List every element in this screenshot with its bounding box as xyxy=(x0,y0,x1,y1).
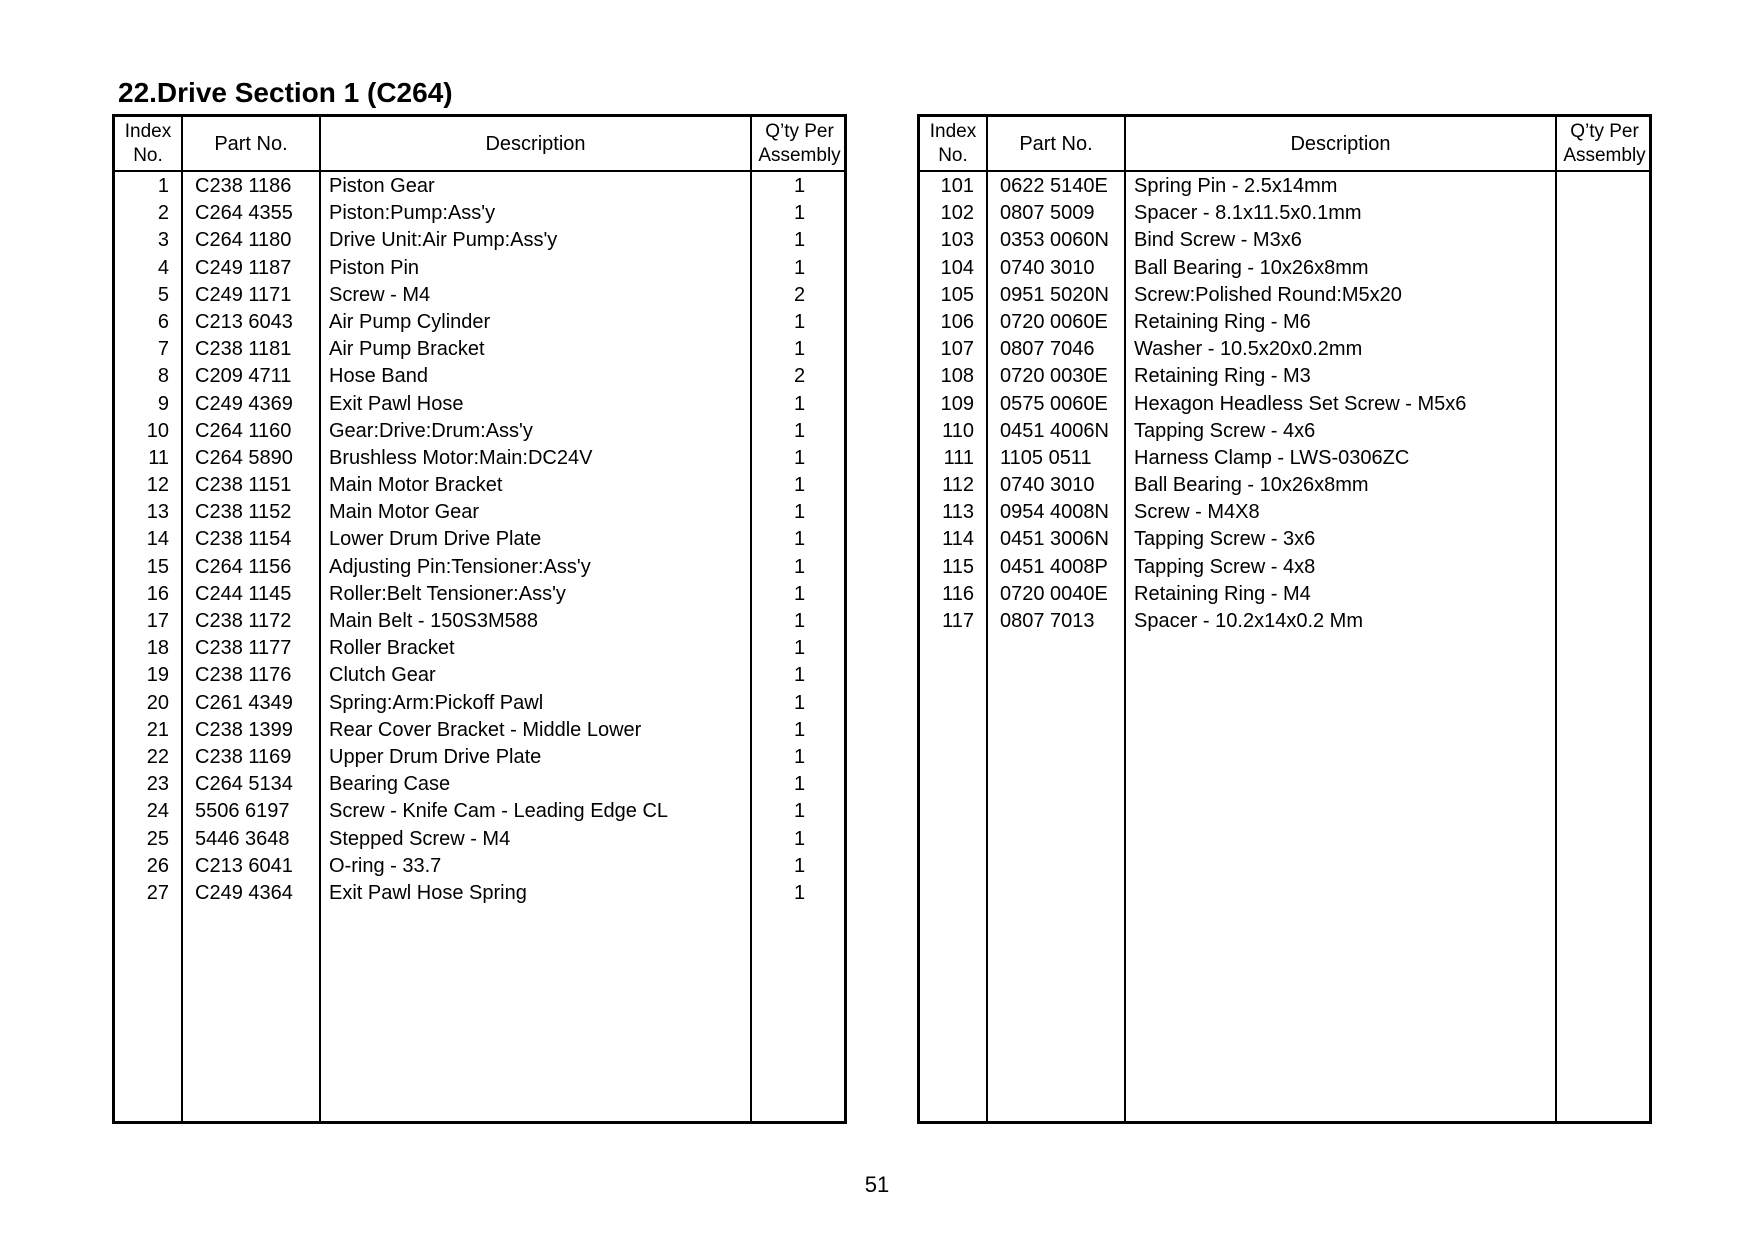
description-header-label: Description xyxy=(1290,132,1391,155)
part-no-cell: 0451 4006N xyxy=(1000,419,1109,442)
description-cell: Tapping Screw - 4x8 xyxy=(1134,555,1316,578)
part-no-cell: 0740 3010 xyxy=(1000,256,1095,279)
part-no-cell: C249 4369 xyxy=(195,392,293,415)
description-cell: Gear:Drive:Drum:Ass'y xyxy=(329,419,533,442)
table-row xyxy=(115,255,844,282)
description-cell: Main Motor Gear xyxy=(329,501,480,524)
table-row xyxy=(115,826,844,853)
parts-rows-left xyxy=(115,173,844,907)
index-cell: 7 xyxy=(157,338,169,361)
description-cell: Retaining Ring - M3 xyxy=(1134,365,1311,388)
table-row xyxy=(115,282,844,309)
header-divider xyxy=(115,170,844,172)
index-cell: 20 xyxy=(146,691,169,714)
table-row xyxy=(920,200,1649,227)
qty-cell: 1 xyxy=(793,854,806,877)
description-cell: Hexagon Headless Set Screw - M5x6 xyxy=(1134,392,1467,415)
index-cell: 6 xyxy=(157,310,169,333)
part-no-cell: C264 4355 xyxy=(195,202,293,225)
header-divider xyxy=(920,170,1649,172)
index-cell: 116 xyxy=(942,582,974,605)
part-no-cell: C238 1399 xyxy=(195,718,293,741)
qty-cell: 1 xyxy=(793,827,806,850)
table-row xyxy=(115,363,844,390)
table-row xyxy=(920,282,1649,309)
qty-cell: 1 xyxy=(793,610,806,632)
index-cell: 15 xyxy=(146,555,169,578)
table-row xyxy=(920,255,1649,282)
description-cell: Upper Drum Drive Plate xyxy=(329,745,542,768)
qty-cell: 1 xyxy=(793,338,806,361)
index-cell: 21 xyxy=(146,718,169,741)
description-cell: Lower Drum Drive Plate xyxy=(329,528,542,551)
table-row xyxy=(115,581,844,608)
table-row xyxy=(115,744,844,771)
description-cell: Screw - M4 xyxy=(329,283,431,306)
index-cell: 107 xyxy=(940,338,974,361)
part-no-cell: 0720 0030E xyxy=(1000,365,1108,388)
part-no-cell: C209 4711 xyxy=(195,365,292,388)
index-cell: 111 xyxy=(943,446,974,469)
description-cell: Piston Pin xyxy=(329,256,420,279)
index-cell: 19 xyxy=(146,664,169,687)
index-cell: 109 xyxy=(940,392,974,415)
part-no-cell: C264 1180 xyxy=(195,229,292,252)
table-row xyxy=(920,445,1649,472)
part-no-cell: C238 1172 xyxy=(195,610,292,632)
index-cell: 8 xyxy=(157,365,169,388)
table-row xyxy=(920,309,1649,336)
qty-header-line1: Q’ty Per xyxy=(765,120,834,142)
description-cell: Harness Clamp - LWS-0306ZC xyxy=(1134,446,1410,469)
part-no-cell: 0807 5009 xyxy=(1000,202,1095,225)
index-cell: 25 xyxy=(146,827,169,850)
description-cell: Exit Pawl Hose Spring xyxy=(329,881,527,904)
qty-cell: 1 xyxy=(793,175,806,197)
part-no-cell: 0807 7013 xyxy=(1000,610,1095,632)
description-header xyxy=(1126,117,1555,170)
part-no-cell: 0951 5020N xyxy=(1000,283,1109,306)
description-cell: Rear Cover Bracket - Middle Lower xyxy=(329,718,642,741)
qty-cell: 1 xyxy=(793,474,806,497)
description-cell: Spring Pin - 2.5x14mm xyxy=(1134,175,1338,197)
part-no-cell: C238 1169 xyxy=(195,745,292,768)
description-cell: Piston:Pump:Ass'y xyxy=(329,202,496,225)
description-cell: Washer - 10.5x20x0.2mm xyxy=(1134,338,1363,361)
qty-cell: 1 xyxy=(793,392,806,415)
part-no-cell: C249 1171 xyxy=(195,283,292,306)
table-row xyxy=(115,554,844,581)
qty-cell: 1 xyxy=(793,691,806,714)
qty-cell: 1 xyxy=(793,555,806,578)
qty-cell: 1 xyxy=(793,800,806,823)
index-cell: 9 xyxy=(157,392,169,415)
index-cell: 18 xyxy=(146,637,169,660)
qty-cell: 1 xyxy=(793,881,806,904)
part-no-cell: 0353 0060N xyxy=(1000,229,1109,252)
part-no-cell: C249 4364 xyxy=(195,881,293,904)
qty-cell: 1 xyxy=(793,229,806,252)
description-cell: Adjusting Pin:Tensioner:Ass'y xyxy=(329,555,591,578)
table-row xyxy=(115,200,844,227)
table-row xyxy=(115,336,844,363)
part-no-cell: 1105 0511 xyxy=(1000,446,1092,469)
part-no-cell: 0954 4008N xyxy=(1000,501,1109,524)
description-cell: Retaining Ring - M4 xyxy=(1134,582,1311,605)
description-cell: Main Belt - 150S3M588 xyxy=(329,610,539,632)
table-row xyxy=(115,227,844,254)
index-cell: 24 xyxy=(146,800,169,823)
qty-cell: 1 xyxy=(793,446,806,469)
qty-header xyxy=(1557,117,1652,170)
qty-cell: 1 xyxy=(793,582,806,605)
part-no-cell: 0575 0060E xyxy=(1000,392,1108,415)
description-cell: Screw:Polished Round:M5x20 xyxy=(1134,283,1402,306)
description-cell: Exit Pawl Hose xyxy=(329,392,464,415)
part-no-header-label: Part No. xyxy=(214,132,288,155)
index-cell: 11 xyxy=(148,446,169,469)
table-row xyxy=(115,853,844,880)
description-header-label: Description xyxy=(485,132,586,155)
parts-rows-right xyxy=(920,173,1649,635)
index-cell: 16 xyxy=(146,582,169,605)
index-cell: 3 xyxy=(157,229,169,252)
description-cell: Spring:Arm:Pickoff Pawl xyxy=(329,691,544,714)
description-cell: Clutch Gear xyxy=(329,664,436,687)
index-header-line1: Index xyxy=(124,120,172,142)
index-cell: 12 xyxy=(146,474,169,497)
index-cell: 22 xyxy=(146,745,169,768)
parts-table-left xyxy=(112,114,847,1124)
table-row xyxy=(920,227,1649,254)
table-row xyxy=(920,499,1649,526)
table-row xyxy=(920,173,1649,200)
index-cell: 110 xyxy=(942,419,974,442)
index-cell: 112 xyxy=(942,474,974,497)
part-no-cell: 5506 6197 xyxy=(195,800,290,823)
qty-header-line2: Assembly xyxy=(1563,144,1646,166)
part-no-cell: 0720 0040E xyxy=(1000,582,1108,605)
qty-cell: 2 xyxy=(793,365,806,388)
index-cell: 106 xyxy=(940,310,974,333)
qty-header xyxy=(752,117,847,170)
index-cell: 5 xyxy=(157,283,169,306)
description-cell: Screw - Knife Cam - Leading Edge CL xyxy=(329,800,669,823)
table-row xyxy=(115,173,844,200)
index-cell: 113 xyxy=(942,501,974,524)
table-row xyxy=(115,391,844,418)
index-header-line2: No. xyxy=(133,144,163,166)
part-no-cell: C213 6043 xyxy=(195,310,293,333)
table-row xyxy=(920,608,1649,635)
part-no-cell: C264 1160 xyxy=(195,419,292,442)
table-row xyxy=(920,418,1649,445)
part-no-cell: 0720 0060E xyxy=(1000,310,1108,333)
part-no-cell: C238 1151 xyxy=(195,474,292,497)
index-cell: 104 xyxy=(940,256,974,279)
description-cell: Retaining Ring - M6 xyxy=(1134,310,1311,333)
index-cell: 13 xyxy=(146,501,169,524)
index-cell: 17 xyxy=(146,610,169,632)
index-cell: 1 xyxy=(157,175,169,197)
table-row xyxy=(115,445,844,472)
description-cell: Drive Unit:Air Pump:Ass'y xyxy=(329,229,558,252)
part-no-cell: C238 1181 xyxy=(195,338,292,361)
part-no-cell: C238 1186 xyxy=(195,175,292,197)
index-header xyxy=(115,117,181,170)
index-cell: 2 xyxy=(157,202,169,225)
part-no-cell: 0740 3010 xyxy=(1000,474,1095,497)
qty-header-line1: Q’ty Per xyxy=(1570,120,1639,142)
page-title: 22.Drive Section 1 (C264) xyxy=(118,77,453,108)
part-no-cell: C264 5134 xyxy=(195,773,293,796)
description-cell: Roller:Belt Tensioner:Ass'y xyxy=(329,582,566,605)
qty-cell: 1 xyxy=(793,419,806,442)
description-cell: Main Motor Bracket xyxy=(329,474,503,497)
table-row xyxy=(115,690,844,717)
part-no-cell: 0807 7046 xyxy=(1000,338,1095,361)
index-cell: 115 xyxy=(942,555,974,578)
table-row xyxy=(115,662,844,689)
index-cell: 26 xyxy=(146,854,169,877)
part-no-cell: C238 1177 xyxy=(195,637,292,660)
index-cell: 103 xyxy=(940,229,974,252)
description-cell: Bind Screw - M3x6 xyxy=(1134,229,1302,252)
parts-table-right xyxy=(917,114,1652,1124)
part-no-cell: C264 1156 xyxy=(195,555,292,578)
part-no-cell: 0451 4008P xyxy=(1000,555,1108,578)
description-cell: Ball Bearing - 10x26x8mm xyxy=(1134,256,1369,279)
part-no-cell: C244 1145 xyxy=(195,582,292,605)
index-cell: 23 xyxy=(146,773,169,796)
description-cell: Air Pump Bracket xyxy=(329,338,485,361)
index-cell: 117 xyxy=(942,610,974,632)
part-no-cell: C264 5890 xyxy=(195,446,293,469)
table-row xyxy=(115,499,844,526)
index-header-line1: Index xyxy=(929,120,977,142)
part-no-header xyxy=(183,117,319,170)
table-row xyxy=(115,608,844,635)
table-row xyxy=(115,472,844,499)
qty-cell: 1 xyxy=(793,256,806,279)
qty-header-line2: Assembly xyxy=(758,144,841,166)
table-row xyxy=(920,472,1649,499)
description-cell: Screw - M4X8 xyxy=(1134,501,1260,524)
index-cell: 108 xyxy=(940,365,974,388)
part-no-cell: C213 6041 xyxy=(195,854,293,877)
table-row xyxy=(115,309,844,336)
description-cell: Brushless Motor:Main:DC24V xyxy=(329,446,593,469)
table-row xyxy=(920,554,1649,581)
index-header-line2: No. xyxy=(938,144,968,166)
qty-cell: 1 xyxy=(793,501,806,524)
table-row xyxy=(115,418,844,445)
table-row xyxy=(920,363,1649,390)
description-cell: Hose Band xyxy=(329,365,428,388)
index-cell: 105 xyxy=(940,283,974,306)
table-row xyxy=(115,717,844,744)
description-cell: Bearing Case xyxy=(329,773,451,796)
index-cell: 4 xyxy=(157,256,169,279)
index-cell: 27 xyxy=(146,881,169,904)
description-cell: Spacer - 10.2x14x0.2 Mm xyxy=(1134,610,1363,632)
qty-cell: 1 xyxy=(793,745,806,768)
description-cell: Ball Bearing - 10x26x8mm xyxy=(1134,474,1369,497)
qty-cell: 1 xyxy=(793,310,806,333)
description-cell: Piston Gear xyxy=(329,175,435,197)
index-cell: 101 xyxy=(940,175,974,197)
description-cell: Tapping Screw - 4x6 xyxy=(1134,419,1316,442)
table-row xyxy=(115,635,844,662)
table-row xyxy=(115,771,844,798)
qty-cell: 1 xyxy=(793,637,806,660)
part-no-cell: C238 1176 xyxy=(195,664,292,687)
index-cell: 10 xyxy=(146,419,169,442)
part-no-cell: 0622 5140E xyxy=(1000,175,1108,197)
description-cell: Air Pump Cylinder xyxy=(329,310,491,333)
part-no-cell: C249 1187 xyxy=(195,256,292,279)
description-cell: Spacer - 8.1x11.5x0.1mm xyxy=(1134,202,1362,225)
description-cell: Tapping Screw - 3x6 xyxy=(1134,528,1316,551)
index-cell: 114 xyxy=(942,528,974,551)
index-cell: 102 xyxy=(940,202,974,225)
part-no-cell: C238 1152 xyxy=(195,501,292,524)
qty-cell: 1 xyxy=(793,202,806,225)
index-cell: 14 xyxy=(146,528,169,551)
table-row xyxy=(115,526,844,553)
description-cell: O-ring - 33.7 xyxy=(329,854,442,877)
qty-cell: 1 xyxy=(793,773,806,796)
description-cell: Stepped Screw - M4 xyxy=(329,827,511,850)
table-row xyxy=(115,880,844,907)
qty-cell: 1 xyxy=(793,528,806,551)
qty-cell: 1 xyxy=(793,718,806,741)
part-no-cell: 0451 3006N xyxy=(1000,528,1109,551)
qty-cell: 1 xyxy=(793,664,806,687)
table-row xyxy=(115,798,844,825)
page-number: 51 xyxy=(864,1172,890,1197)
index-header xyxy=(920,117,986,170)
part-no-header-label: Part No. xyxy=(1019,132,1093,155)
description-cell: Roller Bracket xyxy=(329,637,455,660)
table-row xyxy=(920,581,1649,608)
qty-cell: 2 xyxy=(793,283,806,306)
part-no-cell: C238 1154 xyxy=(195,528,292,551)
part-no-header xyxy=(988,117,1124,170)
table-row xyxy=(920,391,1649,418)
table-row xyxy=(920,336,1649,363)
table-row xyxy=(920,526,1649,553)
part-no-cell: C261 4349 xyxy=(195,691,293,714)
part-no-cell: 5446 3648 xyxy=(195,827,290,850)
description-header xyxy=(321,117,750,170)
